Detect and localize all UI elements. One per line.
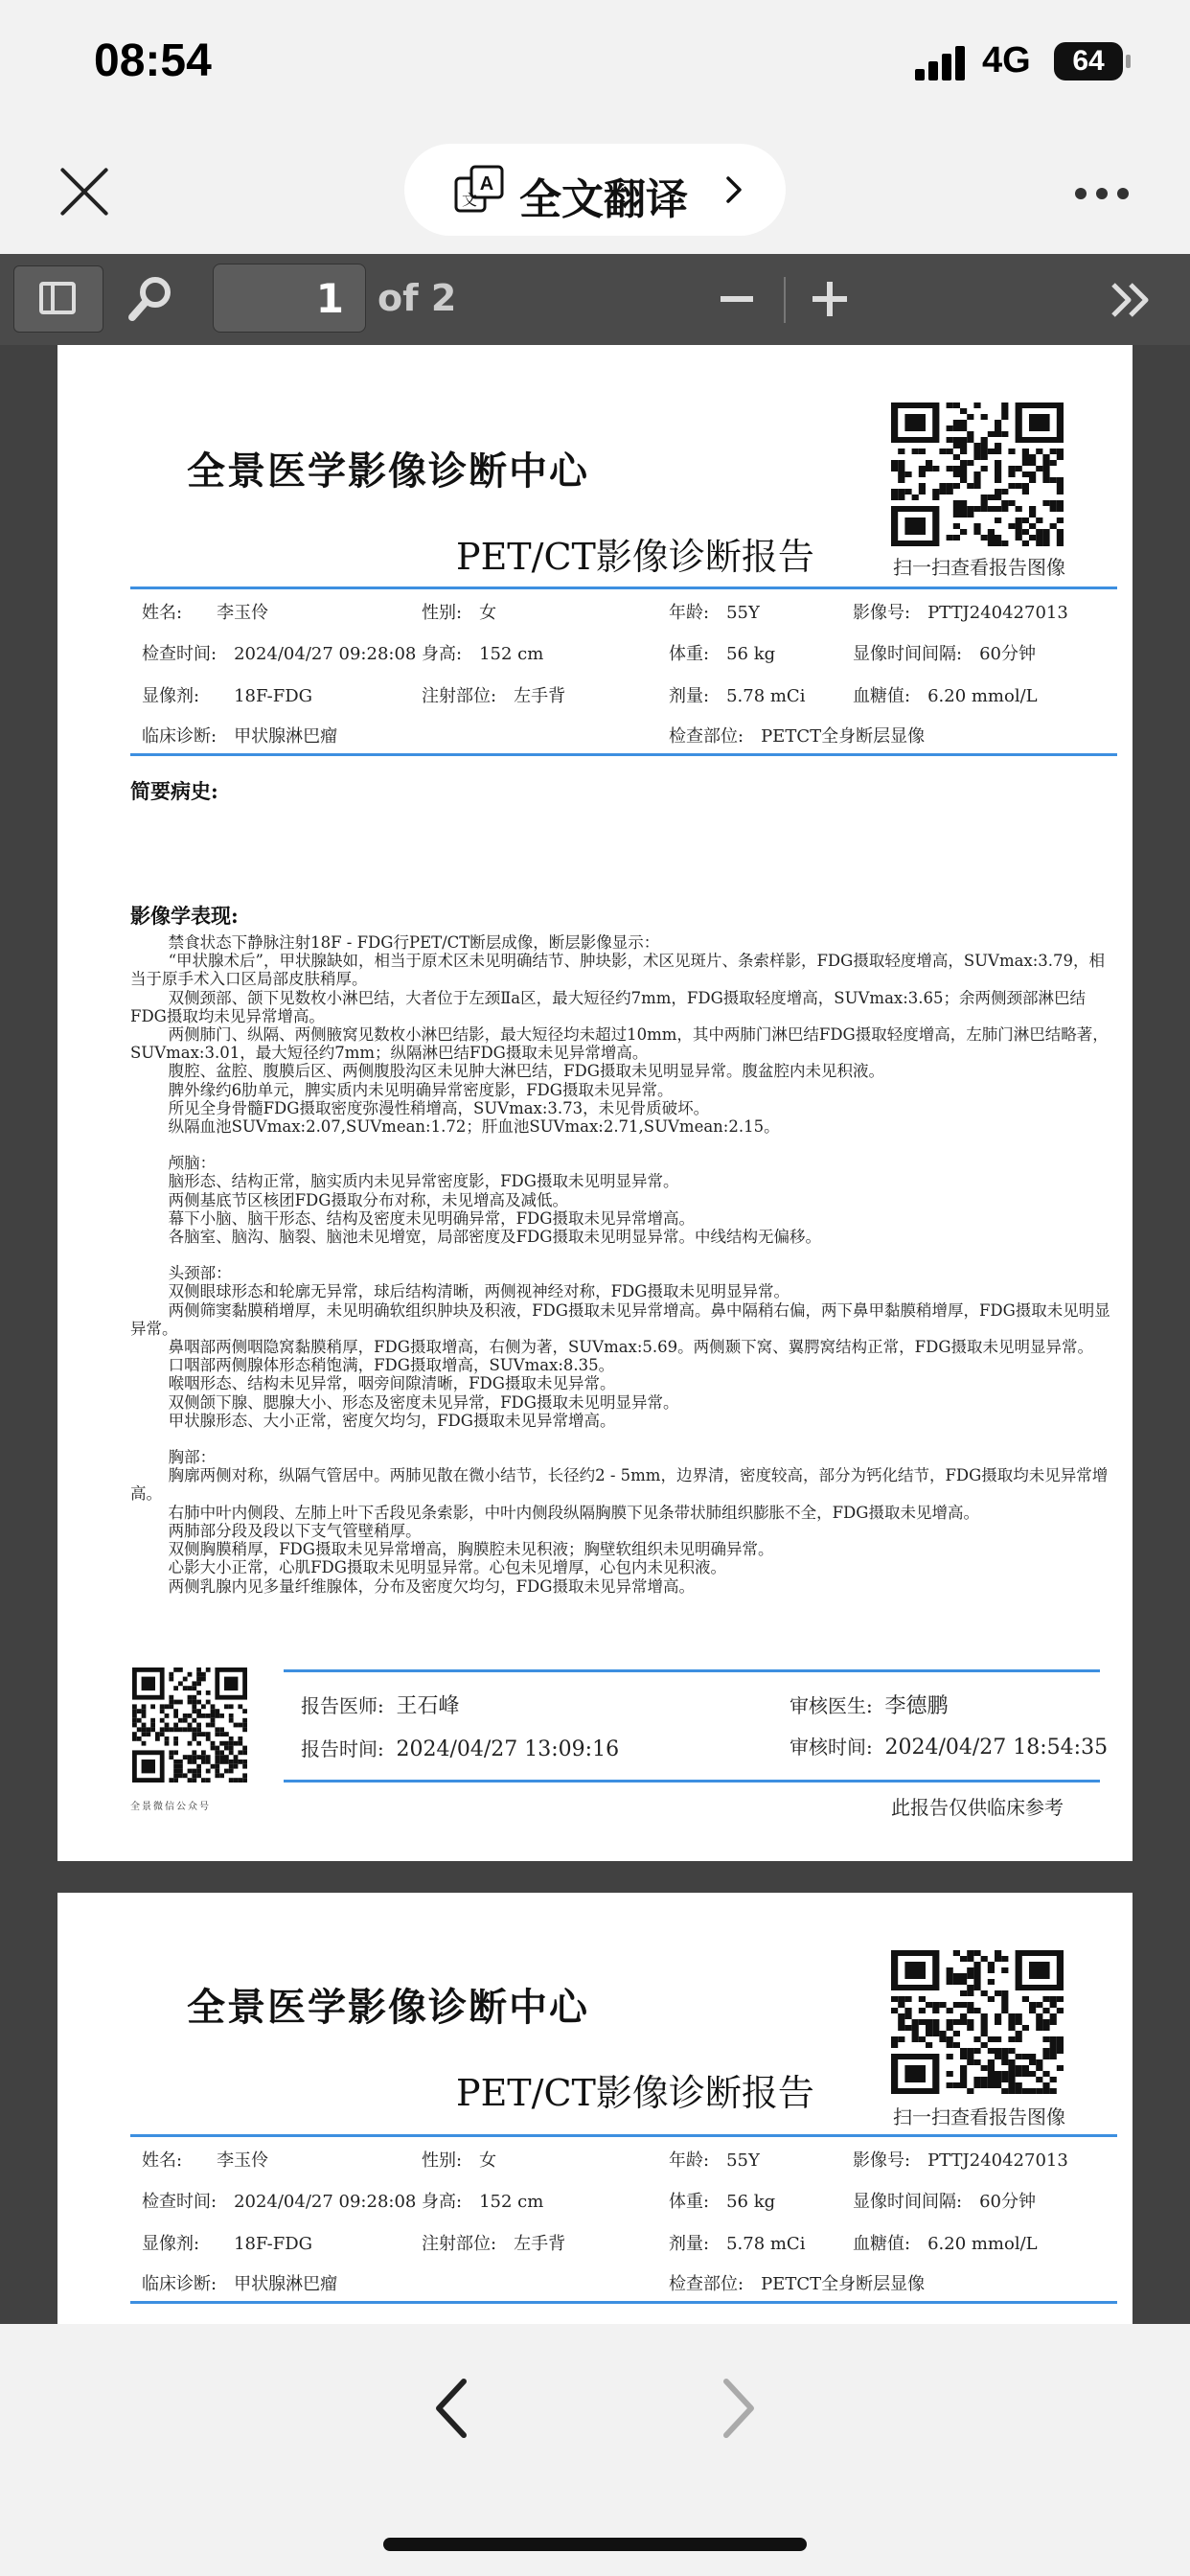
imaging-agent: 显像剂: 18F-FDG bbox=[142, 686, 313, 706]
page-count: of 2 bbox=[378, 277, 457, 319]
findings-paragraph: 双侧颌下腺、腮腺大小、形态及密度未见异常，FDG摄取未见明显异常。 bbox=[168, 1392, 679, 1412]
findings-paragraph: 胸部： bbox=[168, 1448, 217, 1467]
findings-paragraph: 脑形态、结构正常，脑实质内未见异常密度影，FDG摄取未见明显异常。 bbox=[168, 1172, 679, 1191]
findings-paragraph: 口咽部两侧腺体形态稍饱满，FDG摄取增高，SUVmax:8.35。 bbox=[168, 1356, 615, 1375]
qr-caption: 扫一扫查看报告图像 bbox=[893, 556, 1065, 579]
close-icon[interactable] bbox=[56, 163, 113, 220]
divider-line bbox=[130, 586, 1117, 589]
center-name: 全景医学影像诊断中心 bbox=[187, 1985, 589, 2030]
report-page-2 bbox=[57, 1893, 1133, 2324]
patient-weight: 体重: 56 kg bbox=[669, 644, 776, 664]
findings-paragraph: 各脑室、脑沟、脑裂、脑池未见增宽，局部密度及FDG摄取未见明显异常。中线结构无偏移。 bbox=[168, 1228, 821, 1247]
findings-paragraph: 脾外缘约6肋单元，脾实质内未见明确异常密度影，FDG摄取未见异常。 bbox=[168, 1080, 674, 1099]
findings-paragraph: 颅脑： bbox=[168, 1154, 217, 1173]
image-number: 影像号: PTTJ240427013 bbox=[853, 2150, 1068, 2171]
findings-paragraph: 两侧乳腺内见多量纤维腺体，分布及密度欠均匀，FDG摄取未见异常增高。 bbox=[168, 1576, 695, 1596]
nav-bar bbox=[0, 134, 1190, 254]
paragraph-gap bbox=[130, 1430, 1117, 1448]
divider-line bbox=[130, 2301, 1117, 2304]
findings-paragraph: 禁食状态下静脉注射18F - FDG行PET/CT断层成像，断层影像显示： bbox=[168, 933, 660, 952]
findings-paragraph: 两侧基底节区核团FDG摄取分布对称，未见增高及减低。 bbox=[168, 1190, 568, 1209]
sidebar-icon bbox=[39, 282, 76, 314]
patient-name: 姓名: 李玉伶 bbox=[142, 603, 269, 623]
findings-paragraph: 双侧颈部、颌下见数枚小淋巴结，大者位于左颈Ⅱa区，最大短径约7mm，FDG摄取轻度增高，SUVmax:3.65；余两侧颈部淋巴结FDG摄取均未见异常增高。 bbox=[130, 988, 1087, 1025]
report-doctor: 王石峰 bbox=[396, 1694, 460, 1718]
disclaimer: 此报告仅供临床参考 bbox=[891, 1796, 1064, 1819]
findings-paragraph: “甲状腺术后”，甲状腺缺如，相当于原术区未见明确结节、肿块影，术区见斑片、条索样影，FDG摄取轻度增高，SUVmax:3.79，相当于原手术入口区局部皮肤稍厚。 bbox=[130, 952, 1106, 989]
forward-arrow-icon[interactable] bbox=[711, 2370, 768, 2447]
patient-height: 身高: 152 cm bbox=[422, 2192, 544, 2212]
chevron-right-icon bbox=[722, 172, 745, 207]
findings-paragraph: 喉咽形态、结构未见异常，咽旁间隙清晰，FDG摄取未见异常。 bbox=[168, 1374, 616, 1393]
bottom-bar bbox=[0, 2324, 1190, 2576]
findings-paragraph: 两肺部分段及段以下支气管壁稍厚。 bbox=[168, 1521, 422, 1540]
findings-label: 影像学表现: bbox=[130, 904, 239, 928]
report-page-1 bbox=[57, 345, 1133, 1861]
forward-icon[interactable] bbox=[1110, 281, 1154, 319]
review-doctor: 李德鹏 bbox=[884, 1694, 949, 1718]
findings-paragraph: 胸廓两侧对称，纵隔气管居中。两肺见散在微小结节，长径约2 - 5mm，边界清，密度较高，部分为钙化结节，FDG摄取均未见异常增高。 bbox=[130, 1466, 1109, 1504]
dose: 剂量: 5.78 mCi bbox=[669, 686, 806, 706]
imaging-interval: 显像时间间隔: 60分钟 bbox=[853, 2192, 1036, 2212]
report-time-label: 报告时间: bbox=[301, 1737, 384, 1760]
injection-site: 注射部位: 左手背 bbox=[422, 686, 566, 706]
signal-icon bbox=[915, 44, 969, 80]
qr-code-image bbox=[891, 402, 1064, 546]
status-time: 08:54 bbox=[94, 35, 212, 86]
imaging-agent: 显像剂: 18F-FDG bbox=[142, 2234, 313, 2254]
qr-code-image bbox=[891, 1950, 1064, 2094]
wechat-qr-code bbox=[132, 1668, 247, 1782]
findings-paragraph: 鼻咽部两侧咽隐窝黏膜稍厚，FDG摄取增高，右侧为著，SUVmax:5.69。两侧颞下窝、翼腭窝结构正常，FDG摄取未见明显异常。 bbox=[168, 1338, 1094, 1357]
report-time: 2024/04/27 13:09:16 bbox=[396, 1737, 620, 1761]
injection-site: 注射部位: 左手背 bbox=[422, 2234, 566, 2254]
dose: 剂量: 5.78 mCi bbox=[669, 2234, 806, 2254]
document-viewer[interactable] bbox=[0, 345, 1190, 2324]
status-bar bbox=[0, 0, 1190, 134]
review-doctor-label: 审核医生: bbox=[790, 1694, 873, 1717]
toolbar-divider bbox=[784, 277, 786, 323]
divider-line bbox=[130, 2134, 1117, 2137]
findings-paragraph: 右肺中叶内侧段、左肺上叶下舌段见条索影，中叶内侧段纵隔胸膜下见条带状肺组织膨胀不全，FDG摄取未见增高。 bbox=[168, 1503, 979, 1522]
findings-paragraph: 两侧肺门、纵隔、两侧腋窝见数枚小淋巴结影，最大短径均未超过10mm，其中两肺门淋巴结FDG摄取轻度增高，左肺门淋巴结略著，SUVmax:3.01，最大短径约7mm；纵隔淋巴结FDG摄取未见异常增高。 bbox=[130, 1025, 1109, 1063]
network-type: 4G bbox=[982, 40, 1031, 80]
report-doctor-label: 报告医师: bbox=[301, 1694, 384, 1717]
blood-glucose: 血糖值: 6.20 mmol/L bbox=[853, 686, 1038, 706]
findings-paragraph: 甲状腺形态、大小正常，密度欠均匀，FDG摄取未见异常增高。 bbox=[168, 1411, 616, 1430]
history-label: 简要病史: bbox=[130, 779, 218, 803]
review-time: 2024/04/27 18:54:35 bbox=[884, 1736, 1109, 1760]
clinical-diagnosis: 临床诊断: 甲状腺淋巴瘤 bbox=[142, 726, 338, 747]
translate-icon bbox=[454, 165, 504, 215]
patient-gender: 性别: 女 bbox=[422, 603, 497, 623]
exam-time: 检查时间: 2024/04/27 09:28:08 bbox=[142, 644, 417, 664]
findings-paragraph: 腹腔、盆腔、腹膜后区、两侧腹股沟区未见肿大淋巴结，FDG摄取未见明显异常。腹盆腔内未见积液。 bbox=[168, 1062, 884, 1081]
exam-time: 检查时间: 2024/04/27 09:28:08 bbox=[142, 2192, 417, 2212]
qr-caption: 扫一扫查看报告图像 bbox=[893, 2105, 1065, 2128]
search-icon[interactable] bbox=[125, 273, 176, 325]
paragraph-gap bbox=[130, 1136, 1117, 1154]
home-indicator bbox=[383, 2538, 807, 2551]
findings-paragraph: 所见全身骨髓FDG摄取密度弥漫性稍增高，SUVmax:3.73，未见骨质破坏。 bbox=[168, 1098, 710, 1117]
patient-age: 年龄: 55Y bbox=[669, 2150, 760, 2171]
svg-text:文: 文 bbox=[461, 191, 478, 209]
translate-button[interactable] bbox=[404, 144, 786, 236]
findings-paragraph: 两侧筛窦黏膜稍增厚，未见明确软组织肿块及积液，FDG摄取未见异常增高。鼻中隔稍右偏，两下鼻甲黏膜稍增厚，FDG摄取未见明显异常。 bbox=[130, 1300, 1110, 1338]
findings-paragraph: 双侧胸膜稍厚，FDG摄取未见异常增高，胸膜腔未见积液；胸壁软组织未见明确异常。 bbox=[168, 1540, 774, 1559]
findings-paragraph: 双侧眼球形态和轮廓无异常，球后结构清晰，两侧视神经对称，FDG摄取未见明显异常。 bbox=[168, 1282, 790, 1301]
signature-box bbox=[284, 1669, 1109, 1782]
findings-paragraph: 幕下小脑、脑干形态、结构及密度未见明确异常，FDG摄取未见异常增高。 bbox=[168, 1208, 695, 1228]
findings-paragraph: 心影大小正常，心肌FDG摄取未见明显异常。心包未见增厚，心包内未见积液。 bbox=[168, 1558, 726, 1577]
clinical-diagnosis: 临床诊断: 甲状腺淋巴瘤 bbox=[142, 2274, 338, 2294]
findings-paragraph: 头颈部： bbox=[168, 1264, 232, 1283]
more-icon[interactable] bbox=[1075, 188, 1133, 201]
pdf-toolbar bbox=[0, 254, 1190, 347]
svg-text:A: A bbox=[479, 173, 494, 195]
findings-text bbox=[130, 933, 1117, 1596]
translate-label: 全文翻译 bbox=[519, 175, 688, 224]
plus-icon[interactable] bbox=[812, 282, 847, 316]
image-number: 影像号: PTTJ240427013 bbox=[853, 603, 1068, 623]
exam-part: 检查部位: PETCT全身断层显像 bbox=[669, 2274, 926, 2294]
findings-paragraph: 纵隔血池SUVmax:2.07,SUVmean:1.72；肝血池SUVmax:2.71,SUVmean:2.15。 bbox=[168, 1117, 780, 1137]
patient-height: 身高: 152 cm bbox=[422, 644, 544, 664]
report-title: PET/CT影像诊断报告 bbox=[456, 2072, 814, 2114]
report-title: PET/CT影像诊断报告 bbox=[456, 536, 814, 578]
patient-age: 年龄: 55Y bbox=[669, 603, 760, 623]
review-time-label: 审核时间: bbox=[790, 1736, 873, 1759]
exam-part: 检查部位: PETCT全身断层显像 bbox=[669, 726, 926, 747]
center-name: 全景医学影像诊断中心 bbox=[187, 448, 589, 494]
wechat-caption: 全景微信公众号 bbox=[130, 1802, 211, 1812]
battery-icon: 64 bbox=[1054, 42, 1123, 80]
patient-name: 姓名: 李玉伶 bbox=[142, 2150, 269, 2171]
blood-glucose: 血糖值: 6.20 mmol/L bbox=[853, 2234, 1038, 2254]
imaging-interval: 显像时间间隔: 60分钟 bbox=[853, 644, 1036, 664]
paragraph-gap bbox=[130, 1246, 1117, 1264]
patient-weight: 体重: 56 kg bbox=[669, 2192, 776, 2212]
patient-gender: 性别: 女 bbox=[422, 2150, 497, 2171]
sidebar-toggle-button[interactable] bbox=[13, 265, 103, 333]
page-number-input[interactable]: 1 bbox=[213, 264, 366, 333]
divider-line bbox=[130, 753, 1117, 756]
minus-icon[interactable] bbox=[721, 296, 753, 302]
back-arrow-icon[interactable] bbox=[422, 2370, 479, 2447]
